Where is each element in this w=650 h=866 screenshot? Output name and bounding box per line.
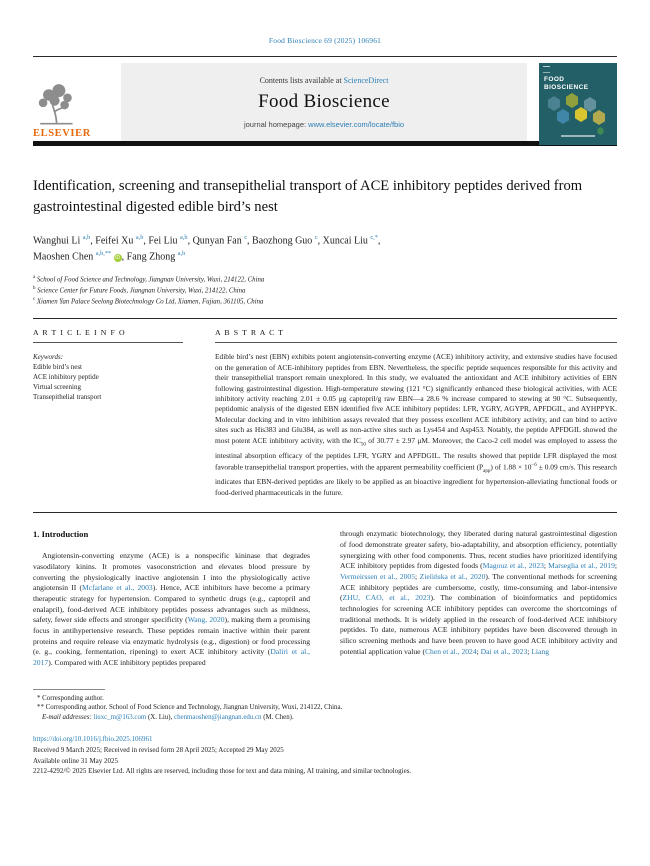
section-rule <box>33 318 617 319</box>
info-abstract-section <box>33 328 617 498</box>
journal-cover-thumbnail[interactable] <box>539 63 617 145</box>
cover-hexagon-icon <box>565 93 579 108</box>
footnote-rule <box>33 689 105 690</box>
citation-link[interactable]: c,* <box>370 234 378 241</box>
cover-hexagon-icon <box>556 109 570 124</box>
journal-header <box>33 63 617 141</box>
abstract-column <box>215 328 617 498</box>
citation-link[interactable]: Daliri et al., 2017 <box>33 647 310 668</box>
citation-link[interactable]: c <box>314 234 318 241</box>
journal-title: Food Bioscience <box>258 90 390 112</box>
available-online-line: Available online 31 May 2025 <box>33 756 119 765</box>
top-rule <box>33 56 617 57</box>
corresponding-author-note-2: ** Corresponding author. School of Food Science and Technology, Jiangnan University, Wuxi, 214122, China. <box>37 704 343 712</box>
introduction-paragraph-right: through enzymatic biotechnology, they liberated during natural gastrointestinal digestion of food demonstrate greater safety, bio-adaptability, and absorption efficiency, potentially synergizing with other food components. Thus, recent studies have prioritized identifying ACE inhibitory peptides from digested foods (Magouz et al., 2023; Marseglia et al., 2019; Vermeirssen et al., 2005; Zielińska et al., 2020). The conventional methods for screening ACE inhibitory peptides are cumbersome, costly, time-consuming and labor-intensive (ZHU, CAO, et al., 2023). The combination of bioinformatics and peptidomics technologies for screening ACE inhibitory peptides can overcome the shortcomings of traditional methods. It is widely applied in the research of food-derived ACE inhibitory peptides. To date, numerous ACE inhibitory peptides have been discovered through in silico screening methods and have been proven to have good ACE inhibitory activity and potential application value (Chen et al., 2024; Dai et al., 2023; Liang <box>340 529 617 656</box>
journal-header-box <box>121 63 527 141</box>
keyword: Edible bird’s nest <box>33 363 82 372</box>
citation-link[interactable]: c <box>244 234 248 241</box>
received-dates-line: Received 9 March 2025; Received in revised form 28 April 2025; Accepted 29 May 2025 <box>33 746 284 755</box>
cover-hexagon-icon <box>592 110 606 125</box>
homepage-prefix: journal homepage: <box>243 119 309 129</box>
affiliations <box>33 273 617 307</box>
cover-tree-icon <box>597 127 604 135</box>
elsevier-wordmark: ELSEVIER <box>33 128 91 139</box>
left-column <box>33 529 310 669</box>
contents-line <box>260 76 389 85</box>
citation-link[interactable]: Liang <box>531 646 550 656</box>
corresponding-author-note-1: * Corresponding author. <box>37 694 104 702</box>
citation-link[interactable]: Chen et al., 2024 <box>424 646 477 656</box>
article-footer <box>33 734 617 777</box>
keyword: Transepithelial transport <box>33 393 102 402</box>
abstract-text: Edible bird’s nest (EBN) exhibits potent angiotensin-converting enzyme (ACE) inhibitory activity, and extensive studies have focused on the generation of ACE-inhibitory peptides from EBN. Nevertheless, the specific peptide sequences responsible for this activity and their transepithelial transport remain unexplored. In this study, we evaluated the antioxidant and ACE inhibitory activities of EBN following gastrointestinal digestion. High-temperature stewing (121 °C) significantly enhanced these biological activities, with ACE inhibitory activity reaching 2.01 ± 0.05 μg captopril/g raw EBN—a 28.6 % increase compared to stewing at 90 °C. Subsequently, peptidomic analysis of the digested EBN identified five ACE inhibitory peptides: LFR, YGRY, AGYPR, APFDGIL, and AYHPPYK. Molecular docking and in vitro inhibition assays revealed that they possess excellent ACE inhibitory activity, and can bind to active sites such as His383 and Glu384, as well as non-active sites such as Lys454 and Asp453. Notably, the peptide APFDGIL showed the most potent ACE inhibitory activity, with the $IC_{50}$ of 30.77 ± 2.97 μM. Moreover, the Caco-2 cell model was employed to assess the intestinal absorption efficacy of the peptides LFR, YGRY and APFDGIL. The results showed that peptide LFR displayed the most favorable transepithelial transport properties, with the apparent permeability coefficient $(P_{app})$ of $1.88 \times 10^{-6} \pm 0.09$ cm/s. This research indicates that EBN-derived peptides are likely to be applied as an bioactive ingredient for hypertension-alleviating functional foods or food-derived pharmaceuticals in the future. <box>215 352 618 497</box>
footnotes <box>33 689 617 723</box>
citation-link[interactable]: Dai et al., 2023 <box>480 646 528 656</box>
abstract-rule <box>215 342 617 343</box>
affiliation-b: $^b$ Science Center for Future Foods, Jiangnan University, Wuxi, 214122, China <box>33 285 246 295</box>
affiliation-a: $^a$ School of Food Science and Technology, Jiangnan University, Wuxi, 214122, China <box>33 274 265 283</box>
abstract-bottom-rule <box>33 512 617 513</box>
citation-link[interactable]: liuxc_m@163.com <box>93 714 147 722</box>
elsevier-tree-icon <box>33 83 79 127</box>
journal-homepage-link[interactable]: www.elsevier.com/locate/fbio <box>308 119 405 129</box>
author-list: Wanghui Li $^{a,b}$, Feifei Xu $^{a,b}$, Fei Liu $^{a,b}$, Qunyan Fan $^c$, Baozhong Guo $^c$, Xuncai Liu $^{c,*}$, Maoshen Chen $^{a,b,**}$ iD , Fang Zhong $^{a,b}$ <box>33 234 381 263</box>
citation-link[interactable]: Wang, 2020 <box>187 615 225 625</box>
introduction-section <box>33 529 617 669</box>
cover-publisher-mark-icon <box>543 66 550 73</box>
citation-link[interactable]: a,b,** <box>95 250 112 258</box>
introduction-paragraph-left: Angiotensin-converting enzyme (ACE) is a nonspecific kininase that degrades vasodilatory kinins. It promotes vasoconstriction and elevates blood pressure by converting the physiologically inactive angiotensin I into the physiologically active angiotensin II (Mcfarlane et al., 2003). Hence, ACE inhibitors have become a primary therapeutic strategy for hypertension. Compared to synthetic drugs (e.g., captopril and enalapril), food-derived ACE inhibitory peptides possess advantages such as mildness, safety, fewer side effects and stronger specificity (Wang, 2020), making them a promising focus in antihypertensive research. These peptides remain inactive within their parent proteins and require release via enzymatic hydrolysis (e.g., digestion) or food processing (e. g., cooking, fermentation, ripening) to exert ACE inhibitory activity (Daliri et al., 2017). Compared with ACE inhibitory peptides prepared <box>33 551 310 668</box>
email-addresses-note: E-mail addresses: liuxc_m@163.com (X. Liu), chenmaoshen@jiangnan.edu.cn (M. Chen). <box>42 714 294 722</box>
citation-link[interactable]: a,b <box>177 250 186 258</box>
copyright-line: 2212-4292/© 2025 Elsevier Ltd. All rights are reserved, including those for text and data mining, AI training, and similar technologies. <box>33 767 412 776</box>
abstract-heading: A B S T R A C T <box>215 328 285 338</box>
elsevier-logo[interactable] <box>33 63 117 141</box>
citation-link[interactable]: Vermeirssen et al., 2005 <box>340 571 416 581</box>
article-info-heading: A R T I C L E I N F O <box>33 328 126 338</box>
header-divider-bar <box>33 141 617 146</box>
running-head: Food Bioscience 69 (2025) 106961 <box>268 36 382 45</box>
cover-title: FOOD BIOSCIENCE <box>544 76 589 91</box>
doi-link[interactable]: https://doi.org/10.1016/j.fbio.2025.106961 <box>33 734 153 743</box>
keyword: Virtual screening <box>33 383 81 392</box>
citation-link[interactable]: ZHU, CAO, et al., 2023 <box>342 593 431 603</box>
affiliation-c: $^c$ Xiamen Yan Palace Seelong Biotechnology Co Ltd, Xiamen, Fujian, 361105, China <box>33 297 264 306</box>
citation-link[interactable]: a,b <box>180 234 188 241</box>
homepage-line <box>244 120 404 129</box>
citation-link[interactable]: Zielińska et al., 2020 <box>419 571 486 581</box>
citation-link[interactable]: a,b <box>135 234 144 241</box>
citation-link[interactable]: Mcfarlane et al., 2003 <box>81 583 153 593</box>
cover-footer-text <box>561 135 595 137</box>
keywords-label: Keywords: <box>33 353 64 362</box>
citation-link[interactable]: Magouz et al., 2023 <box>482 561 544 571</box>
introduction-heading: 1. Introduction <box>33 529 89 540</box>
article-title: Identification, screening and transepithelial transport of ACE inhibitory peptides derived from gastrointestinal digested edible bird’s nest <box>33 178 583 215</box>
cover-hexagon-icon <box>547 96 561 111</box>
keyword: ACE inhibitory peptide <box>33 373 99 382</box>
sciencedirect-link[interactable]: ScienceDirect <box>343 75 389 85</box>
citation-link[interactable]: chenmaoshen@jiangnan.edu.cn <box>174 714 262 722</box>
citation-link[interactable]: Marseglia et al., 2019 <box>548 561 615 571</box>
article-info-column <box>33 328 183 498</box>
citation-link[interactable]: a,b <box>82 234 91 241</box>
contents-prefix: Contents lists available at <box>259 75 344 85</box>
orcid-icon[interactable]: iD <box>115 254 121 261</box>
article-info-rule <box>33 342 183 343</box>
right-column <box>340 529 617 669</box>
